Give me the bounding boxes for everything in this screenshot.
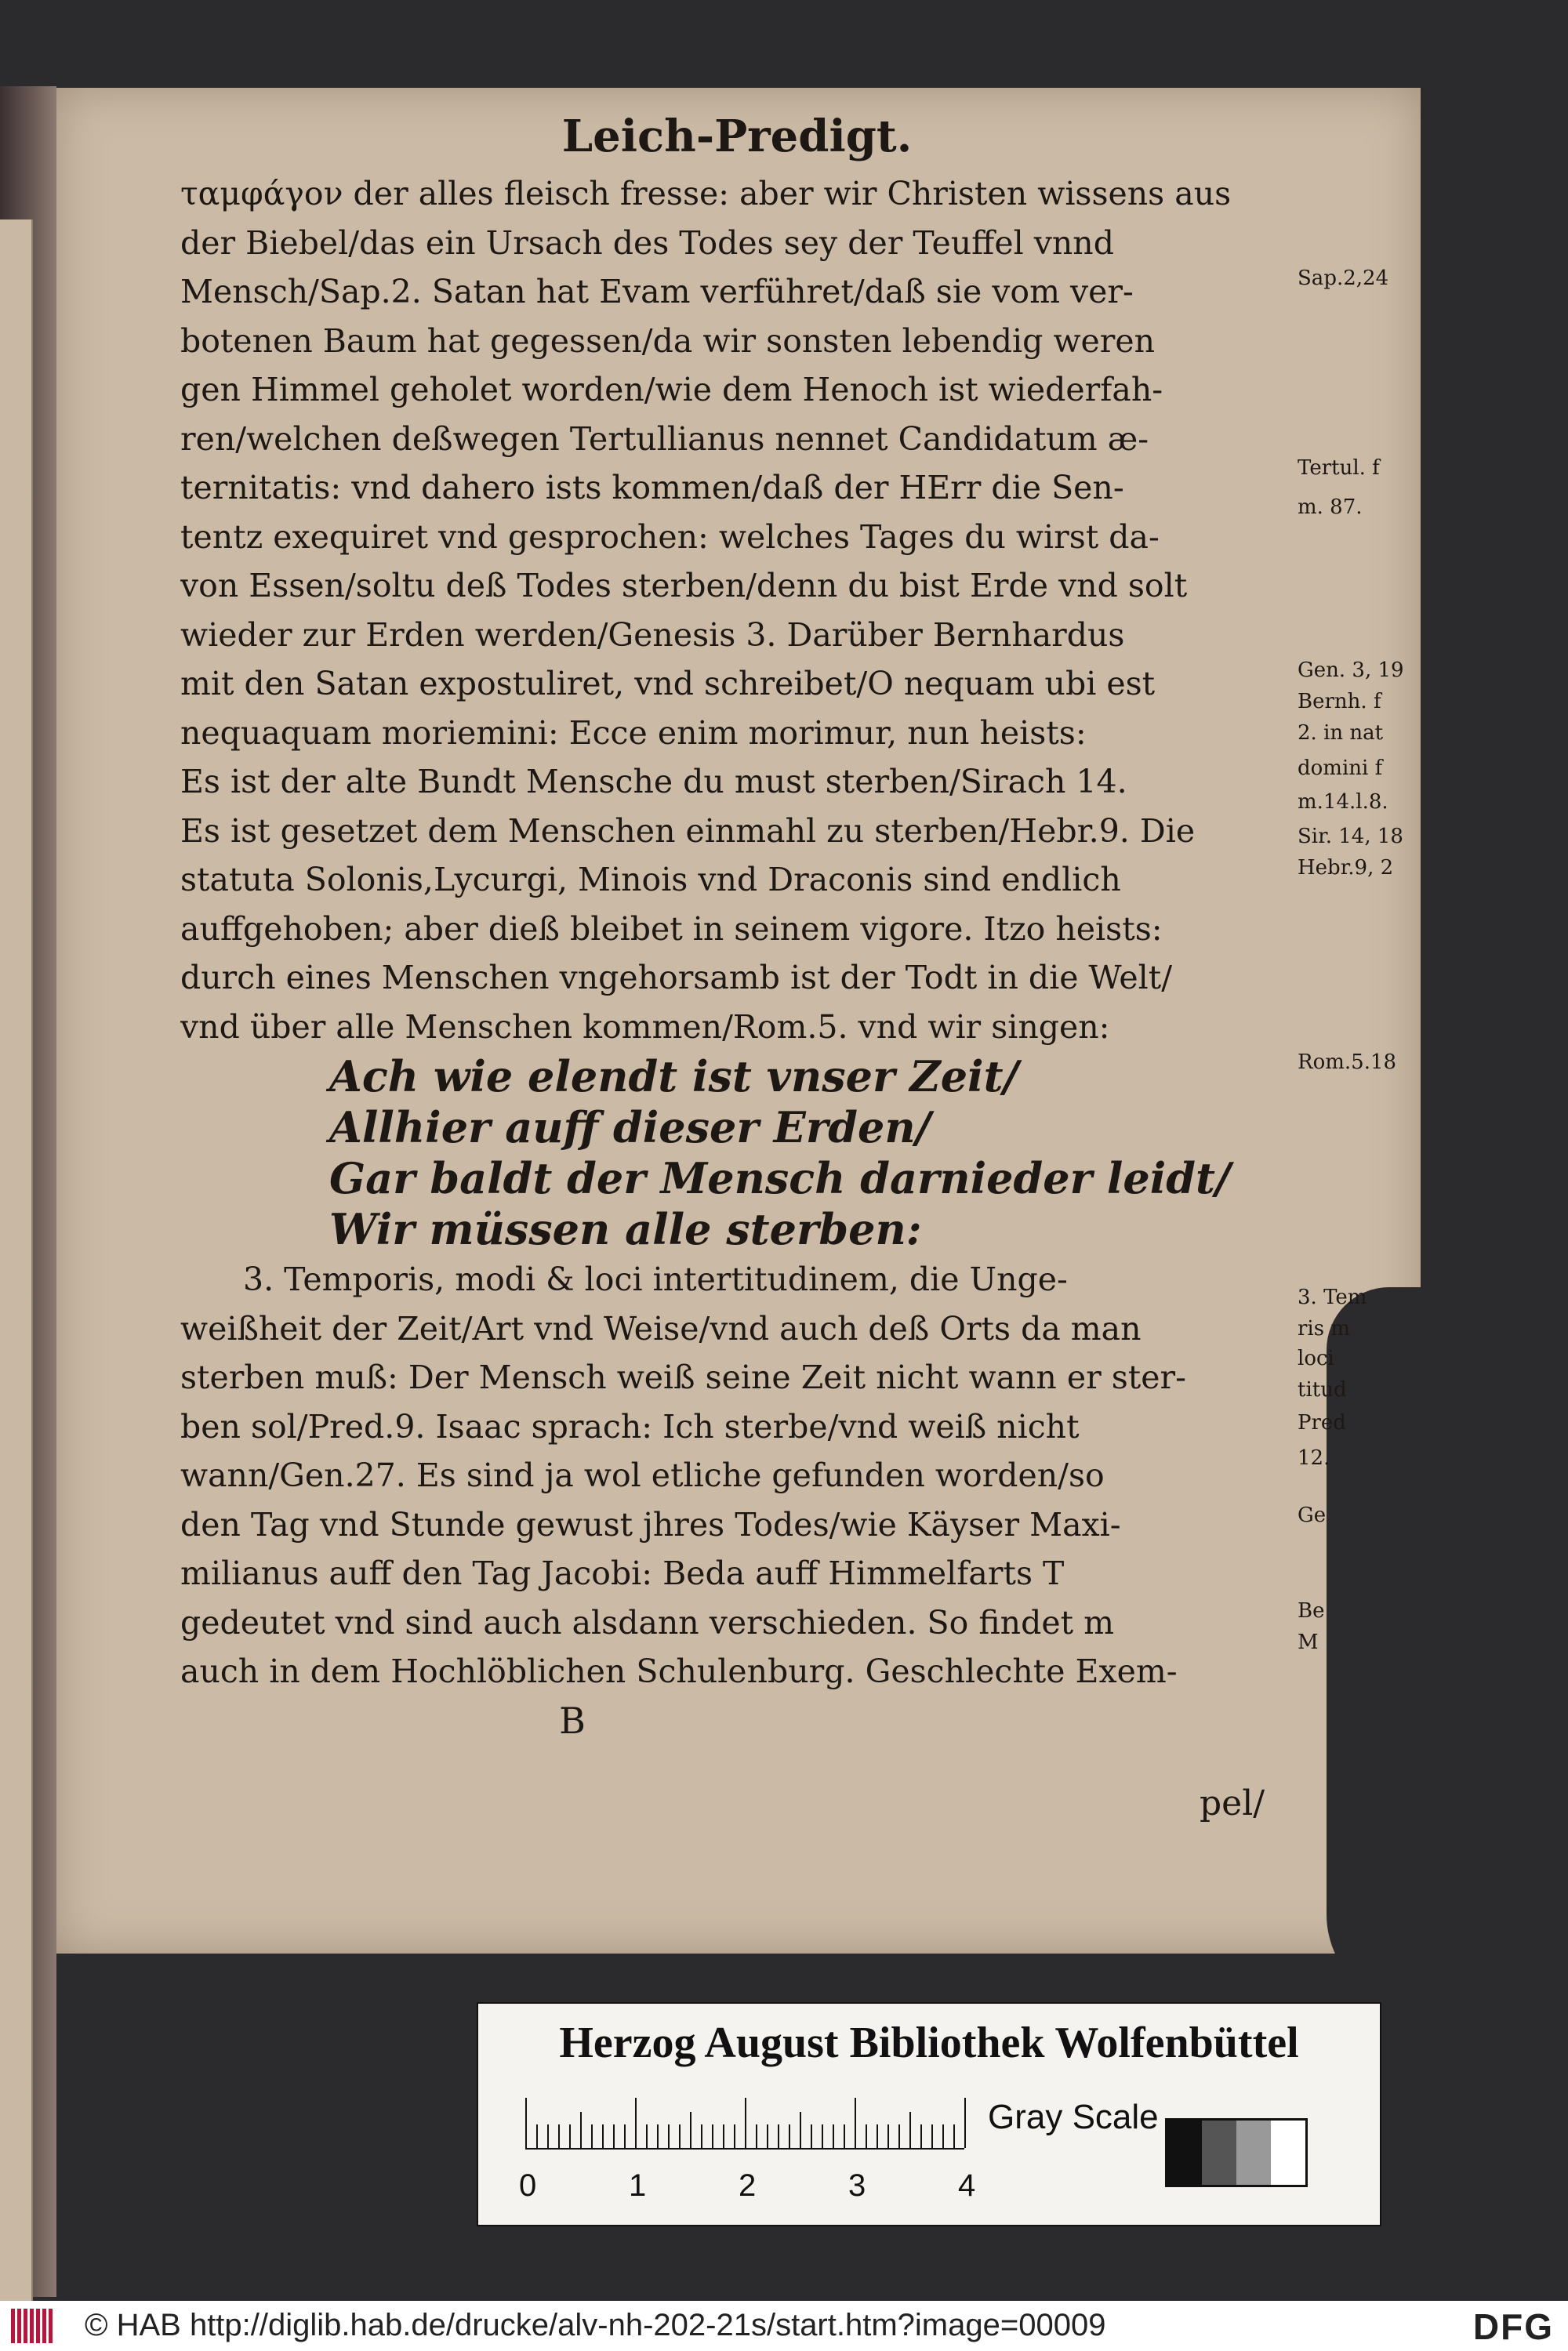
ruler-tick	[756, 2124, 757, 2148]
ruler-tick	[767, 2124, 768, 2148]
text-line: statuta Solonis,Lycurgi, Minois vnd Draconis sind endlich	[180, 861, 1121, 898]
ruler-tick	[547, 2124, 549, 2148]
ruler-tick	[646, 2124, 648, 2148]
ruler-tick	[591, 2124, 593, 2148]
ruler-tick	[844, 2124, 845, 2148]
ruler-tick	[734, 2124, 735, 2148]
page-damage-edge	[1405, 1342, 1499, 2048]
text-line: wann/Gen.27. Es sind ja wol etliche gefunden worden/so	[180, 1457, 1105, 1494]
library-name: Herzog August Bibliothek Wolfenbüttel	[559, 2019, 1299, 2067]
ruler-tick	[635, 2098, 637, 2148]
margin-note: ris m	[1298, 1317, 1351, 1341]
text-line: nequaquam moriemini: Ecce enim morimur, nun heists:	[180, 713, 1087, 752]
text-line: tentz exequiret vnd gesprochen: welches Tages du wirst da-	[180, 517, 1160, 556]
ruler-tick	[887, 2124, 889, 2148]
ruler-tick	[778, 2124, 779, 2148]
text-line: 3. Temporis, modi & loci intertitudinem, die Unge-	[243, 1261, 1068, 1298]
ruler-tick	[931, 2124, 933, 2148]
text-line: Es ist gesetzet dem Menschen einmahl zu sterben/Hebr.9. Die	[180, 811, 1196, 850]
text-line: wieder zur Erden werden/Genesis 3. Darüber Bernhardus	[180, 615, 1125, 654]
text-line: auch in dem Hochlöblichen Schulenburg. Geschlechte Exem-	[180, 1653, 1178, 1690]
margin-note: Rom.5.18	[1298, 1050, 1397, 1074]
ruler-number: 4	[958, 2168, 976, 2203]
page-header: Leich-Predigt.	[561, 111, 913, 162]
margin-note: Sap.2,24	[1298, 267, 1389, 290]
dfg-logo: DFG	[1472, 2306, 1554, 2347]
ruler-tick	[866, 2124, 867, 2148]
ruler-tick	[822, 2124, 823, 2148]
ruler-tick	[877, 2124, 878, 2148]
ruler-number: 0	[519, 2168, 537, 2203]
text-line: sterben muß: Der Mensch weiß seine Zeit nicht wann er ster-	[180, 1359, 1186, 1396]
ruler-tick	[898, 2124, 900, 2148]
ruler-tick	[525, 2098, 527, 2148]
ruler-number: 3	[848, 2168, 866, 2203]
text-line: Ach wie elendt ist vnser Zeit/	[329, 1051, 1019, 1101]
text-line: Mensch/Sap.2. Satan hat Evam verführet/daß sie vom ver-	[180, 273, 1134, 310]
gray-swatch	[1236, 2121, 1271, 2185]
ruler-tick	[833, 2124, 834, 2148]
margin-note: loci	[1298, 1347, 1334, 1370]
ruler-tick	[723, 2124, 724, 2148]
gray-swatch	[1202, 2121, 1236, 2185]
text-line: den Tag vnd Stunde gewust jhres Todes/wie Käyser Maxi-	[180, 1505, 1121, 1544]
ruler-tick	[624, 2124, 626, 2148]
previous-page-edge	[0, 219, 33, 2336]
margin-note: M	[1298, 1631, 1319, 1654]
text-line: ben sol/Pred.9. Isaac sprach: Ich sterbe/vnd weiß nicht	[180, 1407, 1080, 1446]
ruler-tick	[811, 2124, 812, 2148]
footer-bar	[0, 2301, 1568, 2351]
ruler-tick	[909, 2112, 911, 2148]
catchword: pel/	[1200, 1783, 1265, 1823]
ruler-tick	[701, 2124, 702, 2148]
text-line: gedeutet vnd sind auch alsdann verschieden. So findet m	[180, 1603, 1114, 1642]
ruler-tick	[679, 2124, 681, 2148]
text-line: Es ist der alte Bundt Mensche du must sterben/Sirach 14.	[180, 763, 1127, 800]
ruler-tick	[602, 2124, 604, 2148]
signature-mark: B	[559, 1699, 586, 1742]
page-text	[180, 110, 1294, 1742]
ruler-tick	[613, 2124, 615, 2148]
ruler-tick	[953, 2124, 955, 2148]
ruler-tick	[942, 2124, 944, 2148]
ruler-tick	[558, 2124, 560, 2148]
text-line: Allhier auff dieser Erden/	[329, 1102, 931, 1152]
text-line: ternitatis: vnd dahero ists kommen/daß der HErr die Sen-	[180, 469, 1124, 506]
gray-scale-swatches	[1165, 2118, 1308, 2187]
text-line: gen Himmel geholet worden/wie dem Henoch ist wiederfah-	[180, 371, 1163, 408]
body-paragraph-1	[180, 169, 1294, 1051]
ruler-tick	[745, 2098, 746, 2148]
margin-note: Sir. 14, 18	[1298, 825, 1403, 848]
text-line: milianus auff den Tag Jacobi: Beda auff Himmelfarts T	[180, 1555, 1065, 1592]
ruler-tick	[657, 2124, 659, 2148]
text-line: Gar baldt der Mensch darnieder leidt/	[329, 1153, 1231, 1203]
ruler-tick	[580, 2112, 582, 2148]
text-line: ren/welchen deßwegen Tertullianus nennet Candidatum æ-	[180, 419, 1149, 458]
ruler-tick	[712, 2124, 713, 2148]
margin-note: Gen. 3, 19	[1298, 658, 1404, 682]
ruler-number: 2	[739, 2168, 757, 2203]
text-line: von Essen/soltu deß Todes sterben/denn du bist Erde vnd solt	[180, 567, 1188, 604]
margin-note: Hebr.9, 2	[1298, 856, 1394, 880]
text-line: ταμφάγον der alles fleisch fresse: aber wir Christen wissens aus	[180, 175, 1232, 212]
ruler-tick	[964, 2098, 966, 2148]
footer-source-link[interactable]: © HAB http://diglib.hab.de/drucke/alv-nh-202-21s/start.htm?image=00009	[85, 2308, 1106, 2342]
margin-note: 12.	[1298, 1446, 1330, 1470]
ruler-tick	[789, 2124, 790, 2148]
gray-scale-label: Gray Scale	[988, 2098, 1159, 2136]
text-line: weißheit der Zeit/Art vnd Weise/vnd auch deß Orts da man	[180, 1309, 1142, 1348]
margin-note: Bernh. f	[1298, 690, 1381, 713]
text-line: Wir müssen alle sterben:	[329, 1204, 922, 1254]
margin-note: Ge	[1298, 1504, 1327, 1527]
margin-note: m.14.l.8.	[1298, 790, 1388, 814]
text-line: botenen Baum hat gegessen/da wir sonsten lebendig weren	[180, 321, 1156, 360]
hab-logo-icon	[11, 2309, 58, 2343]
ruler-tick	[800, 2112, 801, 2148]
margin-note: domini f	[1298, 756, 1383, 780]
ruler-tick	[668, 2124, 670, 2148]
text-line: durch eines Menschen vngehorsamb ist der Todt in die Welt/	[180, 959, 1173, 996]
margin-note: Tertul. f	[1298, 456, 1380, 480]
scale-ruler	[525, 2096, 964, 2150]
text-line: mit den Satan expostuliret, vnd schreibet/O nequam ubi est	[180, 665, 1156, 702]
ruler-tick	[569, 2124, 571, 2148]
ruler-tick	[920, 2124, 922, 2148]
margin-note: m. 87.	[1298, 495, 1363, 519]
ruler-number: 1	[629, 2168, 647, 2203]
body-paragraph-2	[180, 1255, 1294, 1696]
margin-note: 2. in nat	[1298, 721, 1384, 745]
margin-note: 3. Tem	[1298, 1286, 1367, 1309]
text-line: vnd über alle Menschen kommen/Rom.5. vnd wir singen:	[180, 1007, 1110, 1046]
margin-note: titud	[1298, 1378, 1347, 1402]
margin-note: Be	[1298, 1599, 1325, 1623]
ruler-tick	[536, 2124, 538, 2148]
book-spine-edge	[0, 86, 56, 2297]
ruler-tick	[855, 2098, 856, 2148]
margin-note: Pred	[1298, 1411, 1346, 1435]
gray-swatch	[1271, 2121, 1305, 2185]
ruler-tick	[690, 2112, 691, 2148]
library-label-card	[477, 2002, 1381, 2226]
text-line: der Biebel/das ein Ursach des Todes sey der Teuffel vnnd	[180, 223, 1114, 262]
gray-swatch	[1167, 2121, 1202, 2185]
hymn-verse	[180, 1051, 1294, 1255]
text-line: auffgehoben; aber dieß bleibet in seinem vigore. Itzo heists:	[180, 909, 1163, 948]
